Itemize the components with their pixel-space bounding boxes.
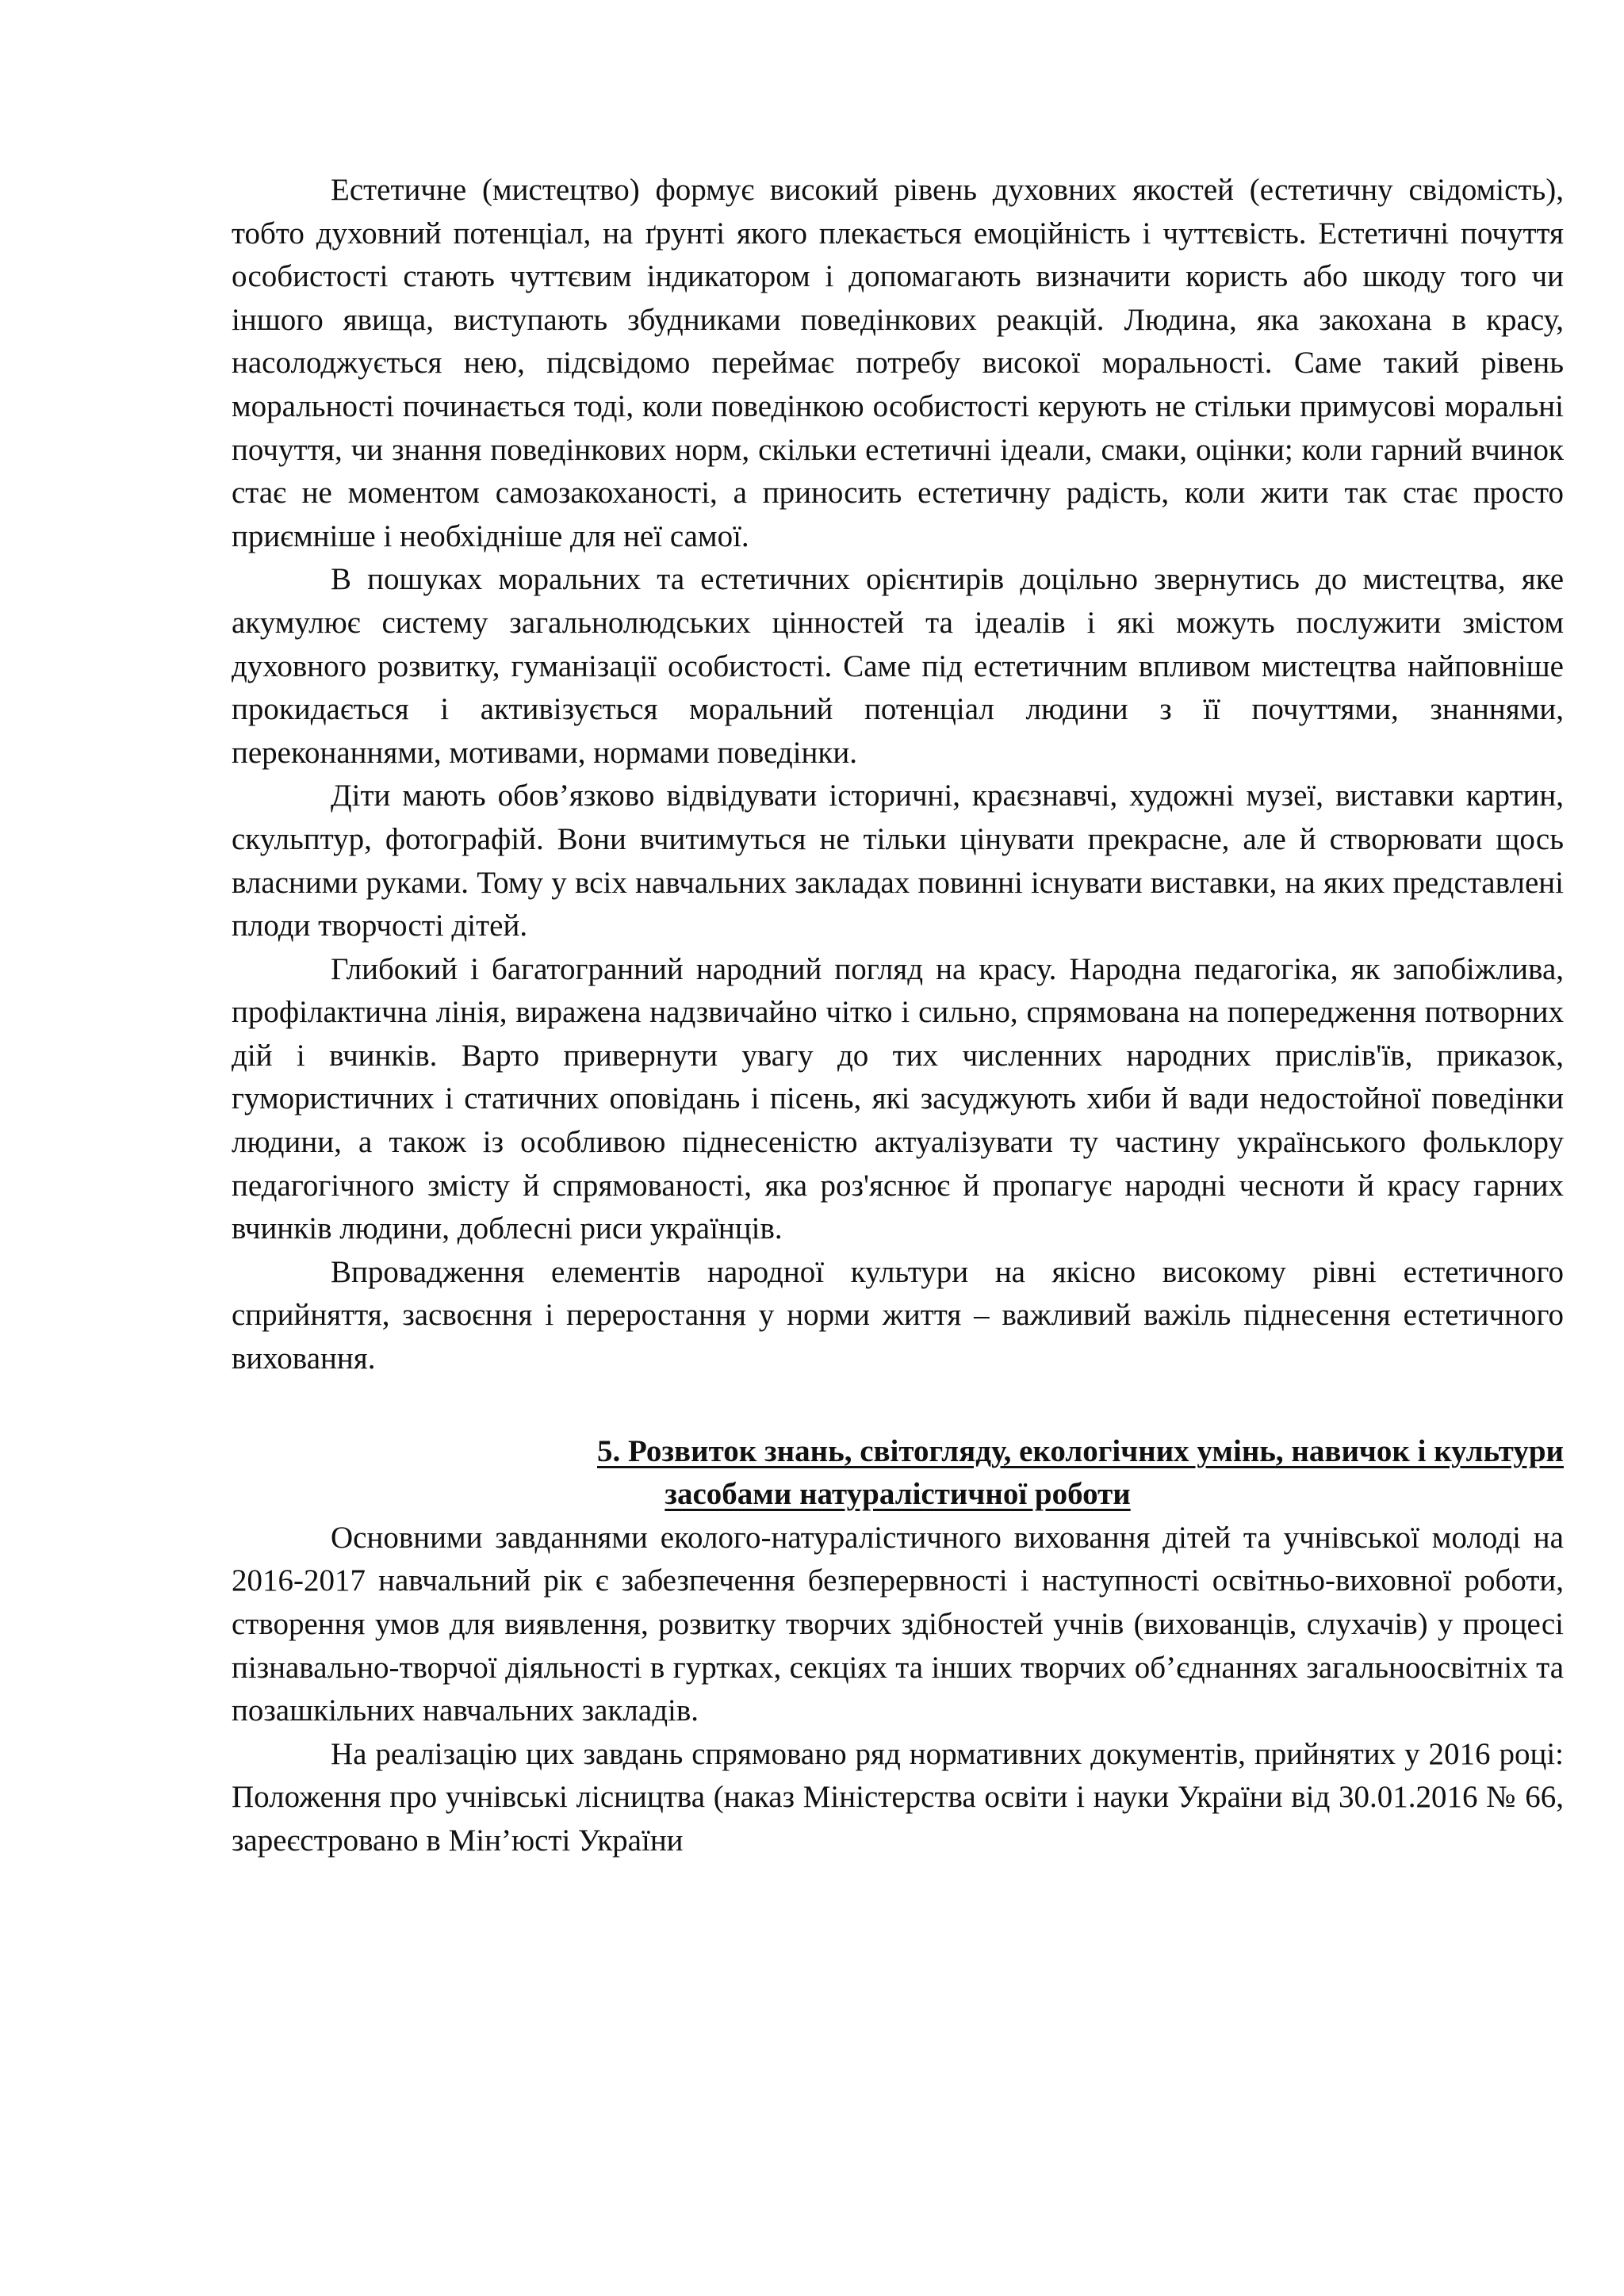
- paragraph-ecology-tasks: Основними завданнями еколого-натуралістичного виховання дітей та учнівської молоді на 2016-2017 навчальний рік є забезпечення безперервності і наступності освітньо-виховної роботи, створення умов для виявлення, розвитку творчих здібностей учнів (вихованців, слухачів) у процесі пізнавально-творчої діяльності в гуртках, секціях та інших творчих об’єднаннях загальноосвітніх та позашкільних навчальних закладів.: [232, 1520, 1564, 1728]
- paragraph-aesthetics-intro: Естетичне (мистецтво) формує високий рівень духовних якостей (естетичну свідомість), тобто духовний потенціал, на ґрунті якого плекається емоційність і чуттєвість. Естетичні почуття особистості стають чуттєвим індикатором і допомагають визначити користь або шкоду того чи іншого явища, виступають збудниками поведінкових реакцій. Людина, яка закохана в красу, насолоджується нею, підсвідомо переймає потребу високої моральності. Саме такий рівень моральності починається тоді, коли поведінкою особистості керують не стільки примусові моральні почуття, чи знання поведінкових норм, скільки естетичні ідеали, смаки, оцінки; коли гарний вчинок стає не моментом самозакоханості, а приносить естетичну радість, коли жити так стає просто приємніше і необхідніше для неї самої.: [232, 173, 1564, 553]
- section-heading-line-2: засобами натуралістичної роботи: [665, 1477, 1131, 1512]
- section-heading: [232, 1430, 1564, 1517]
- section-heading-line-1: 5. Розвиток знань, світогляду, екологічних умінь, навичок і культури: [597, 1433, 1564, 1468]
- paragraph-folk-culture: Впровадження елементів народної культури на якісно високому рівні естетичного сприйняття, засвоєння і переростання у норми життя – важливий важіль піднесення естетичного виховання.: [232, 1254, 1564, 1376]
- paragraph-regulations: На реалізацію цих завдань спрямовано ряд нормативних документів, прийнятих у 2016 році: Положення про учнівські лісництва (наказ Міністерства освіти і науки України від 30.01.2016 № 66, зареєстровано в Мін’юсті України: [232, 1736, 1564, 1858]
- document-page: [232, 169, 1564, 1863]
- paragraph-museum-visits: Діти мають обов’язково відвідувати історичні, краєзнавчі, художні музеї, виставки картин, скульптур, фотографій. Вони вчитимуться не тільки цінувати прекрасне, але й створювати щось власними руками. Тому у всіх навчальних закладах повинні існувати виставки, на яких представлені плоди творчості дітей.: [232, 779, 1564, 943]
- paragraph-folk-pedagogy: Глибокий і багатогранний народний погляд на красу. Народна педагогіка, як запобіжлива, профілактична лінія, виражена надзвичайно чітко і сильно, спрямована на попередження потворних дій і вчинків. Варто привернути увагу до тих численних народних прислів'їв, приказок, гумористичних і статичних оповідань і пісень, які засуджують хиби й вади недостойної поведінки людини, а також із особливою піднесеністю актуалізувати ту частину українського фольклору педагогічного змісту й спрямованості, яка роз'яснює й пропагує народні чесноти й красу гарних вчинків людини, доблесні риси українців.: [232, 951, 1564, 1246]
- paragraph-moral-orientation: В пошуках моральних та естетичних орієнтирів доцільно звернутись до мистецтва, яке акумулює систему загальнолюдських цінностей та ідеалів і які можуть послужити змістом духовного розвитку, гуманізації особистості. Саме під естетичним впливом мистецтва найповніше прокидається і активізується моральний потенціал людини з її почуттями, знаннями, переконаннями, мотивами, нормами поведінки.: [232, 562, 1564, 770]
